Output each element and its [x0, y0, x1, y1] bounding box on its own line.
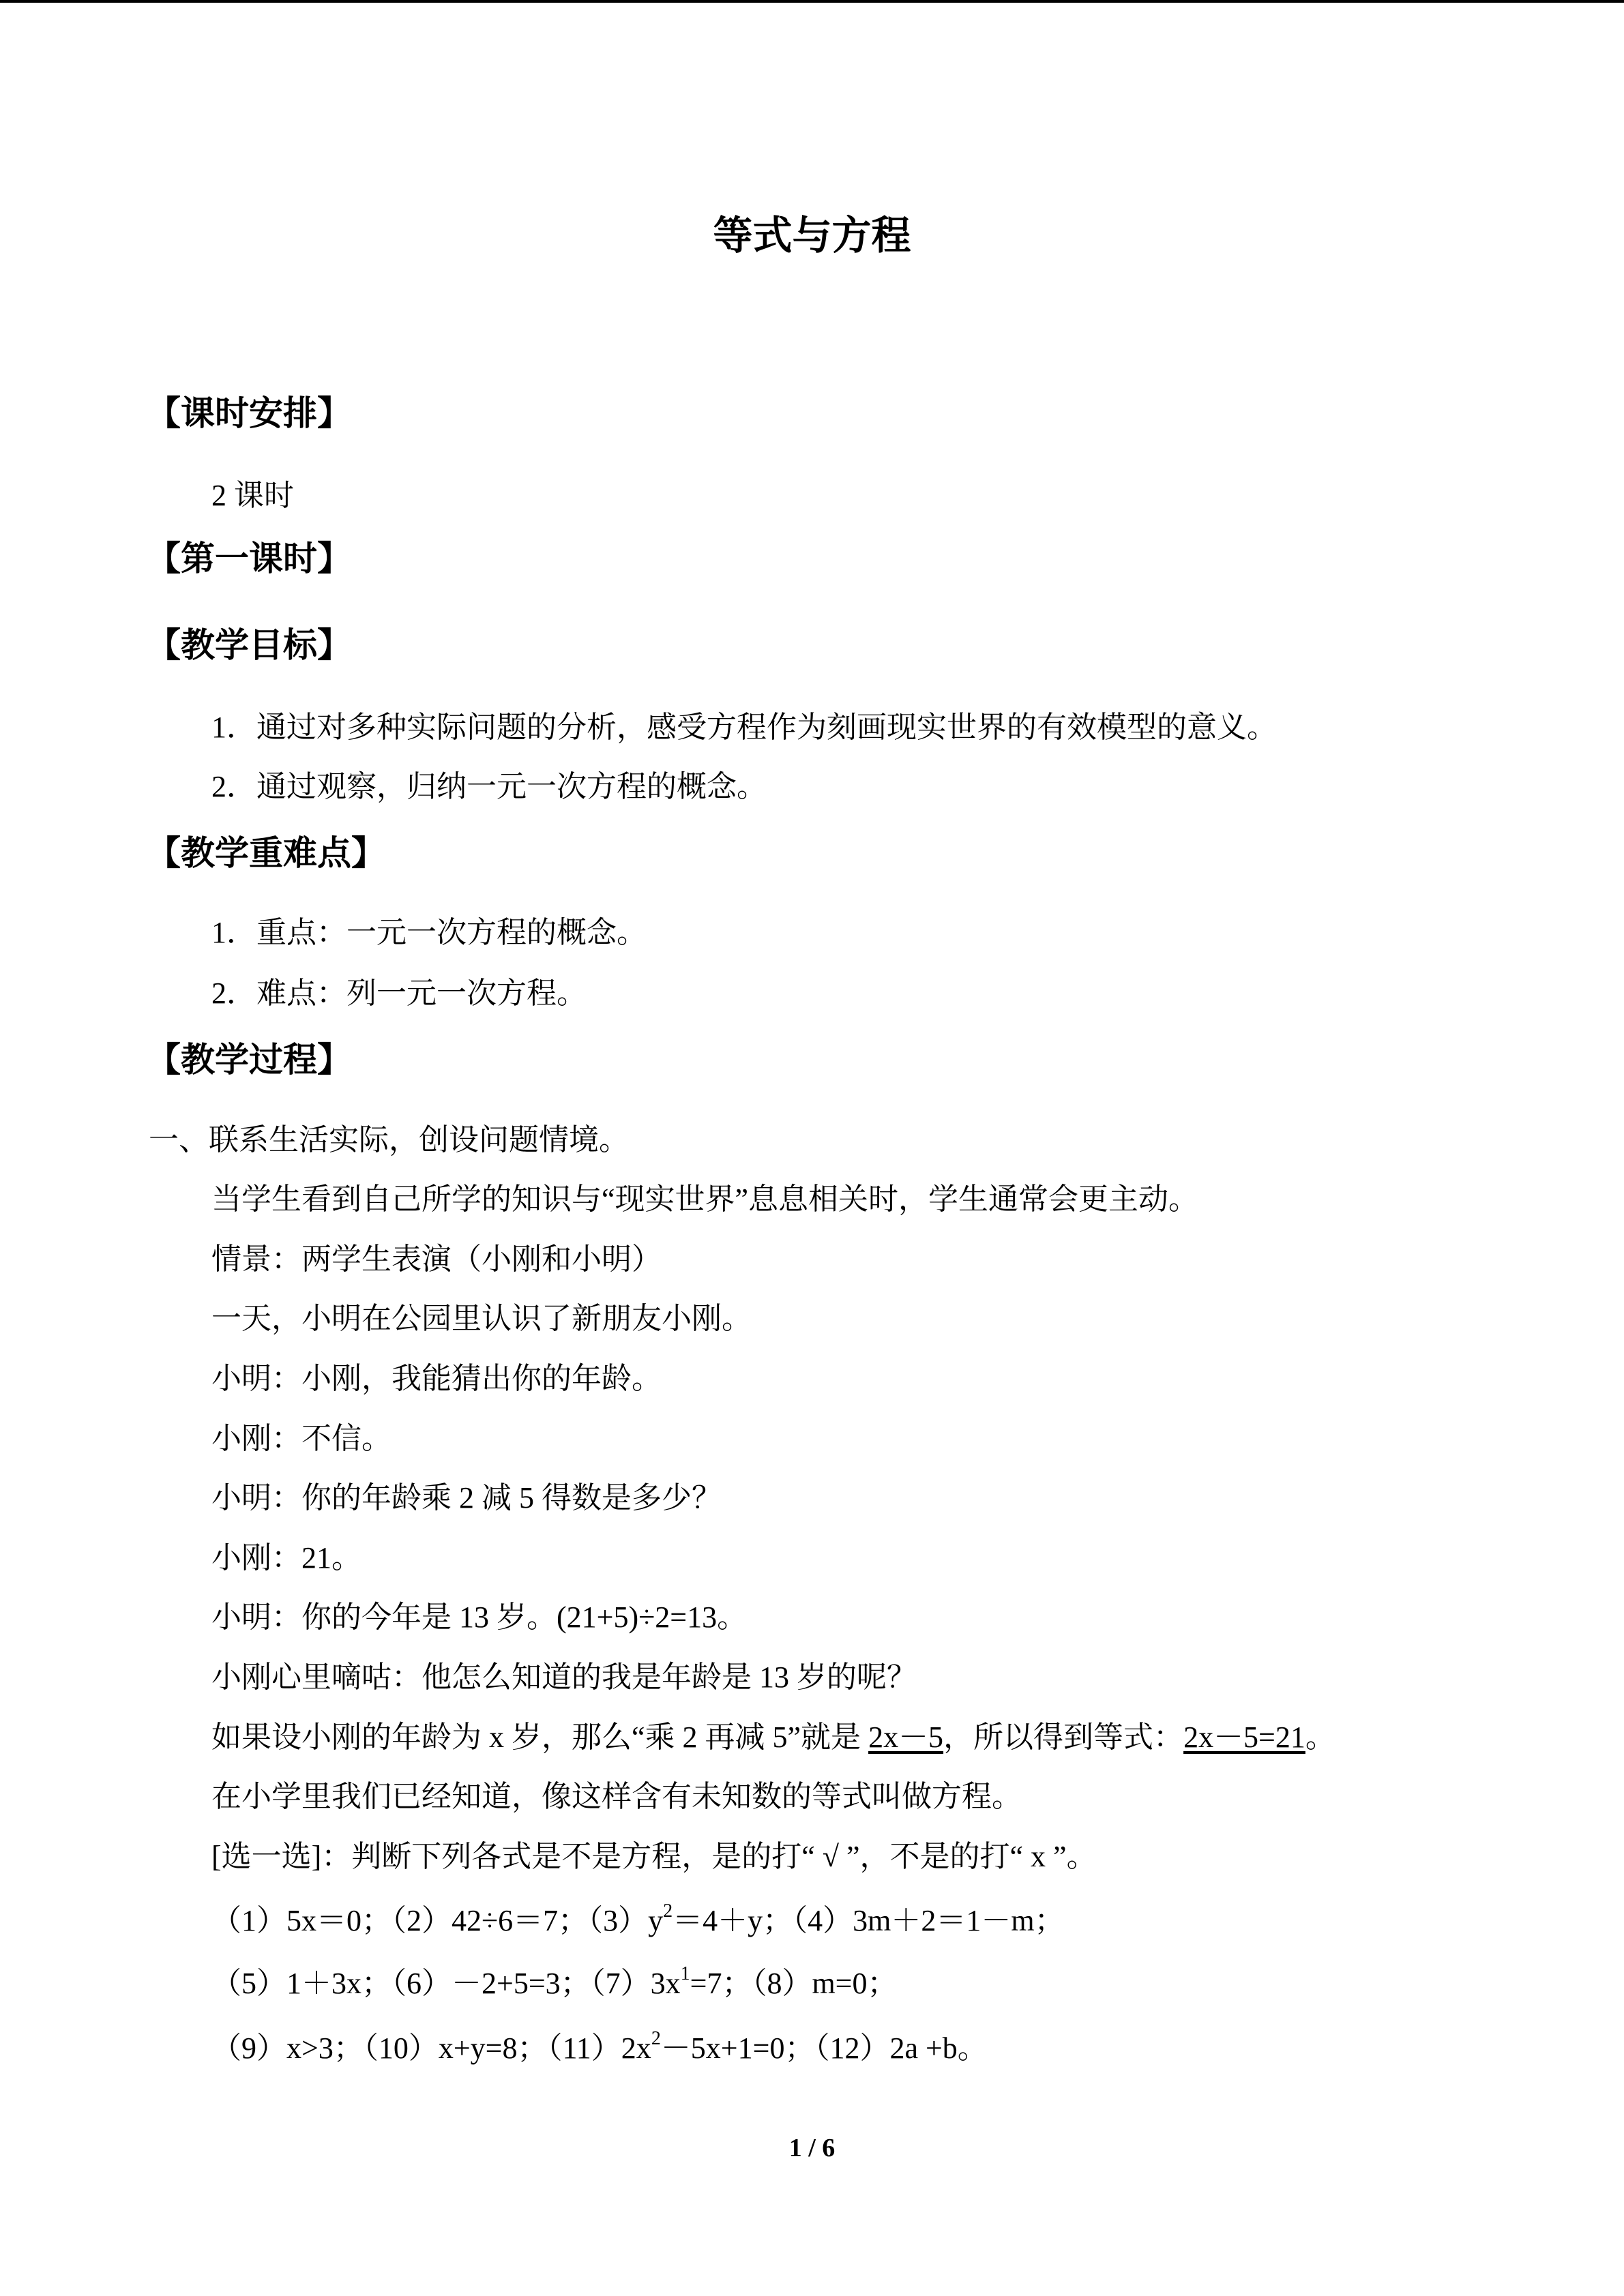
section-heading-process: 【教学过程】: [147, 1040, 351, 1079]
exponent: 2: [651, 2028, 661, 2050]
section-heading-schedule: 【课时安排】: [147, 393, 351, 433]
process-step-1-title: 一、联系生活实际，创设问题情境。: [149, 1123, 629, 1157]
key-point-item-2: 2．难点：列一元一次方程。: [211, 976, 587, 1010]
exercise-row-3-part-b: －5x+1=0；（12）2a +b。: [660, 2031, 988, 2065]
section-heading-lesson-one: 【第一课时】: [147, 539, 351, 578]
process-line: 当学生看到自己所学的知识与“现实世界”息息相关时，学生通常会更主动。: [211, 1182, 1199, 1216]
process-line: 小明：你的今年是 13 岁。(21+5)÷2=13。: [211, 1600, 748, 1634]
process-line: 小明：你的年龄乘 2 减 5 得数是多少？: [211, 1481, 722, 1515]
equation-setup-line: [211, 1716, 1335, 1759]
exponent: 2: [663, 1900, 673, 1922]
process-line: 小刚心里嘀咕：他怎么知道的我是年龄是 13 岁的呢？: [211, 1660, 917, 1694]
objective-item-1: 1．通过对多种实际问题的分析，感受方程作为刻画现实世界的有效模型的意义。: [211, 711, 1277, 744]
document-title: 等式与方程: [713, 212, 911, 258]
page-number: 1 / 6: [788, 2134, 836, 2162]
equation-setup-prefix: 如果设小刚的年龄为 x 岁，那么“乘 2 再减 5”就是: [211, 1720, 869, 1754]
exercise-row-3-part-a: （9）x>3；（10）x+y=8；（11）2x: [211, 2031, 651, 2065]
exponent: 1: [680, 1963, 690, 1985]
exercise-row-1: [211, 1899, 1065, 1943]
section-heading-objectives: 【教学目标】: [147, 625, 351, 665]
underlined-equation: 2x－5=21: [1183, 1720, 1305, 1754]
exercise-row-3: [211, 2027, 988, 2070]
process-line: 小明：小刚，我能猜出你的年龄。: [211, 1362, 662, 1395]
exercise-row-2-part-a: （5）1＋3x；（6）－2+5=3；（7）3x: [211, 1967, 681, 2000]
exercise-row-2-part-b: =7；（8）m=0；: [690, 1967, 898, 2000]
process-line: 小刚：21。: [211, 1541, 361, 1575]
section-heading-key-points: 【教学重难点】: [147, 833, 385, 873]
process-line: 情景：两学生表演（小刚和小明）: [211, 1242, 662, 1276]
process-line: 小刚：不信。: [211, 1422, 392, 1455]
exercise-row-2: [211, 1962, 898, 2006]
underlined-expression: 2x－5: [868, 1720, 944, 1754]
exercise-instructions: [选一选]：判断下列各式是不是方程，是的打“ √ ”，不是的打“ x ”。: [211, 1840, 1097, 1873]
key-point-item-1: 1．重点：一元一次方程的概念。: [211, 916, 647, 949]
equation-definition: 在小学里我们已经知道，像这样含有未知数的等式叫做方程。: [211, 1780, 1022, 1813]
exercise-row-1-part-b: ＝4＋y；（4）3m＋2＝1－m；: [673, 1904, 1065, 1937]
exercise-row-1-part-a: （1）5x＝0；（2）42÷6＝7；（3）y: [211, 1904, 664, 1937]
objective-item-2: 2．通过观察，归纳一元一次方程的概念。: [211, 770, 767, 803]
equation-setup-middle: ，所以得到等式：: [943, 1720, 1184, 1754]
equation-setup-suffix: 。: [1305, 1720, 1335, 1754]
schedule-value: 2 课时: [211, 479, 294, 512]
process-line: 一天，小明在公园里认识了新朋友小刚。: [211, 1302, 752, 1335]
top-border-rule: [0, 0, 1624, 3]
